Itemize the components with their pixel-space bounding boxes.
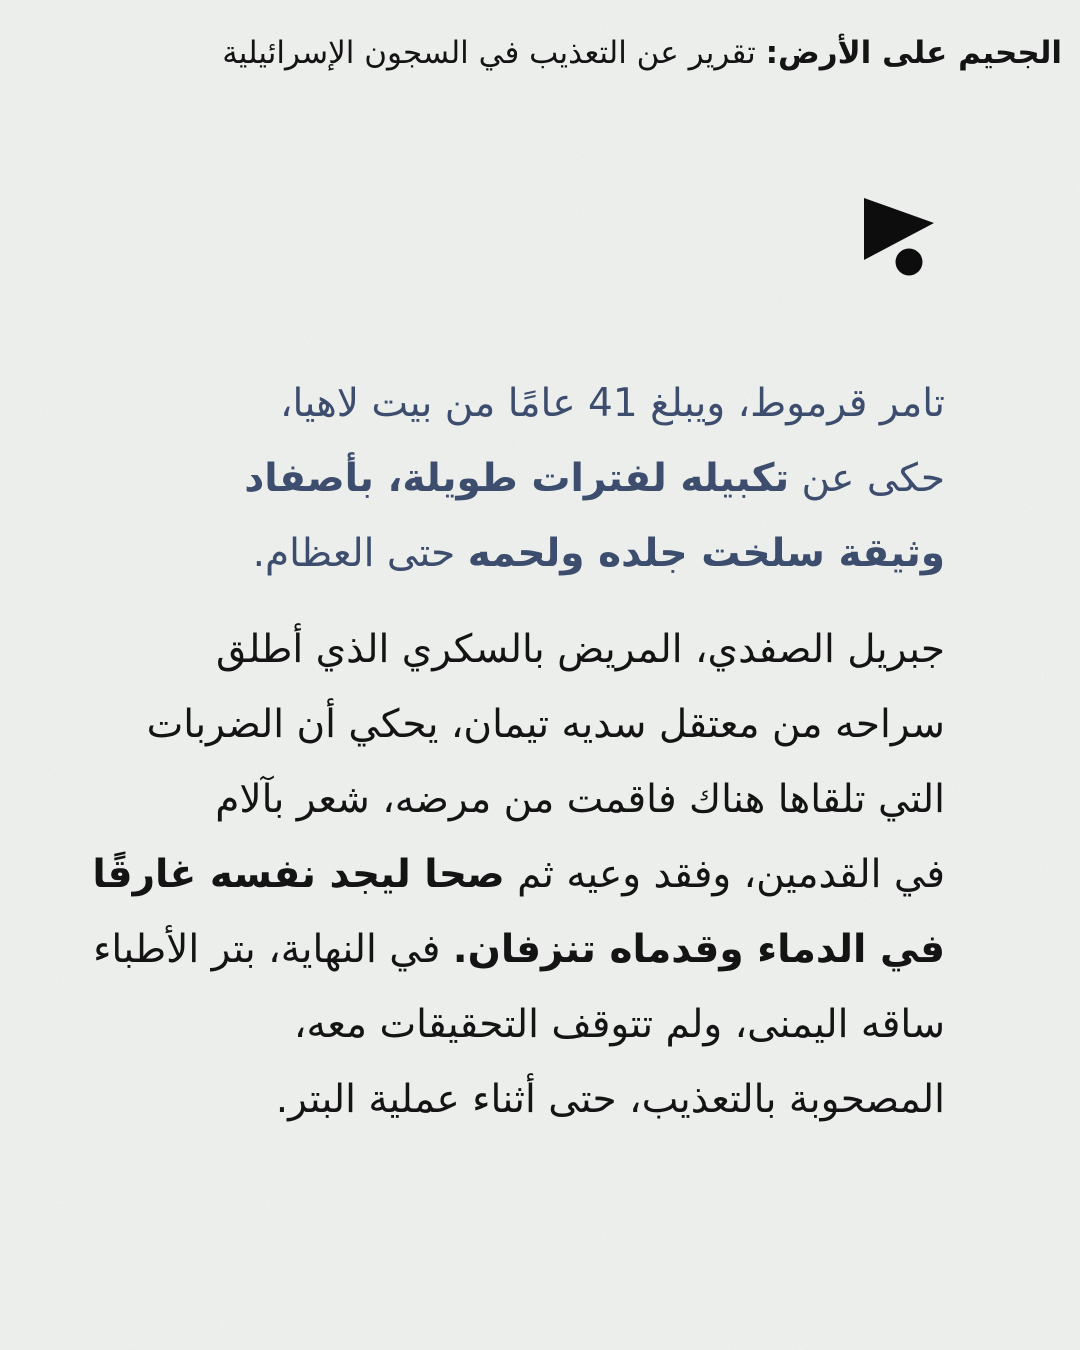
text-line <box>244 366 945 441</box>
text-segment: حكى عن <box>789 456 945 501</box>
text-segment: التي تلقاها هناك فاقمت من مرضه، شعر بآلام <box>215 777 945 822</box>
header-title-bold: الجحيم على الأرض: <box>765 35 1062 71</box>
text-segment: سراحه من معتقل سديه تيمان، يحكي أن الضربات <box>146 702 945 747</box>
text-segment: تكبيله لفترات طويلة، بأصفاد <box>244 456 790 501</box>
text-segment: في الدماء وقدماه تنزفان. <box>452 927 945 972</box>
text-line <box>244 441 945 516</box>
text-segment: وثيقة سلخت جلده ولحمه <box>467 531 945 576</box>
tamer-qarmout-paragraph <box>244 366 945 591</box>
text-line <box>92 612 945 687</box>
text-line <box>92 837 945 912</box>
text-line <box>244 516 945 591</box>
text-segment: المصحوبة بالتعذيب، حتى أثناء عملية البتر. <box>275 1077 945 1122</box>
text-line <box>92 762 945 837</box>
text-segment: في القدمين، وفقد وعيه ثم <box>504 852 945 897</box>
text-segment: في النهاية، بتر الأطباء <box>93 927 453 972</box>
text-line <box>92 687 945 762</box>
jibril-safadi-paragraph <box>92 612 945 1137</box>
text-segment: صحا ليجد نفسه غارقًا <box>92 852 505 897</box>
text-segment: ساقه اليمنى، ولم تتوقف التحقيقات معه، <box>293 1002 945 1047</box>
text-segment: حتى العظام. <box>252 531 468 576</box>
text-line <box>92 1062 945 1137</box>
text-line <box>92 987 945 1062</box>
header-title-rest: تقرير عن التعذيب في السجون الإسرائيلية <box>222 35 766 71</box>
text-segment: جبريل الصفدي، المريض بالسكري الذي أطلق <box>215 627 945 672</box>
text-line <box>92 912 945 987</box>
text-segment: تامر قرموط، ويبلغ 41 عامًا من بيت لاهيا، <box>279 381 945 426</box>
